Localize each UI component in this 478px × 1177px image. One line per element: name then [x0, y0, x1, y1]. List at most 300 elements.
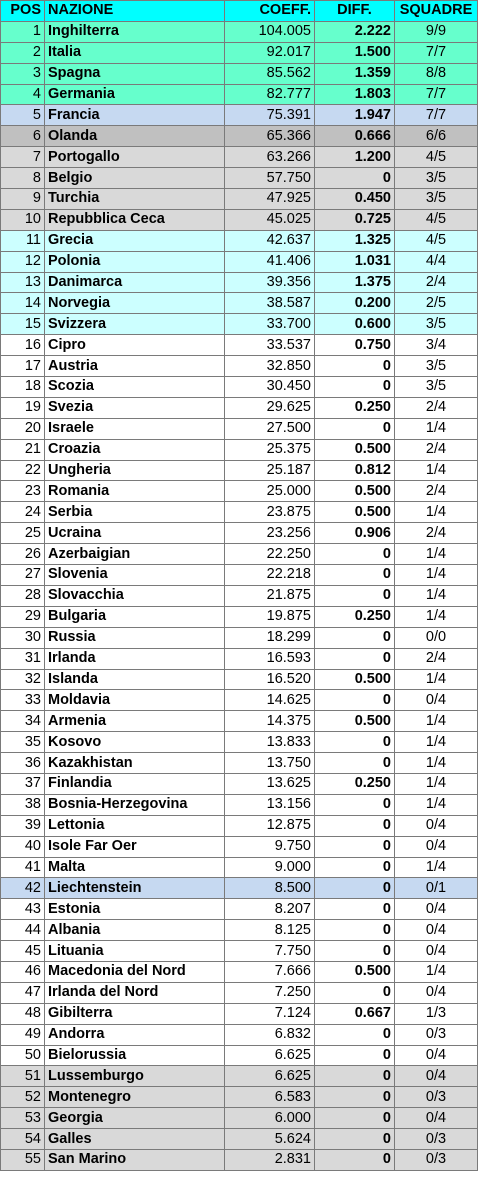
cell-pos: 29: [1, 606, 45, 627]
table-row: [1, 961, 478, 982]
cell-name: Andorra: [45, 1024, 225, 1045]
cell-coeff: 30.450: [225, 377, 315, 398]
cell-squadre: 9/9: [395, 21, 478, 42]
cell-pos: 41: [1, 857, 45, 878]
cell-pos: 30: [1, 627, 45, 648]
cell-name: Macedonia del Nord: [45, 961, 225, 982]
cell-diff: 0: [315, 1108, 395, 1129]
cell-pos: 23: [1, 481, 45, 502]
cell-coeff: 6.625: [225, 1045, 315, 1066]
cell-coeff: 13.625: [225, 773, 315, 794]
cell-squadre: 4/5: [395, 230, 478, 251]
cell-diff: 0: [315, 941, 395, 962]
cell-name: Bielorussia: [45, 1045, 225, 1066]
cell-pos: 4: [1, 84, 45, 105]
cell-diff: 0.250: [315, 773, 395, 794]
cell-name: Liechtenstein: [45, 878, 225, 899]
cell-name: Norvegia: [45, 293, 225, 314]
cell-diff: 0: [315, 544, 395, 565]
cell-squadre: 3/5: [395, 189, 478, 210]
cell-squadre: 0/3: [395, 1129, 478, 1150]
cell-coeff: 21.875: [225, 585, 315, 606]
cell-pos: 36: [1, 753, 45, 774]
cell-coeff: 29.625: [225, 397, 315, 418]
header-name: NAZIONE: [45, 1, 225, 22]
cell-name: Irlanda: [45, 648, 225, 669]
cell-coeff: 16.520: [225, 669, 315, 690]
cell-diff: 0.725: [315, 209, 395, 230]
cell-name: Svizzera: [45, 314, 225, 335]
cell-pos: 43: [1, 899, 45, 920]
cell-name: San Marino: [45, 1149, 225, 1170]
cell-squadre: 3/5: [395, 168, 478, 189]
cell-coeff: 9.750: [225, 836, 315, 857]
cell-name: Francia: [45, 105, 225, 126]
cell-diff: 1.947: [315, 105, 395, 126]
cell-name: Austria: [45, 356, 225, 377]
cell-squadre: 0/3: [395, 1024, 478, 1045]
cell-diff: 0: [315, 878, 395, 899]
cell-squadre: 1/4: [395, 669, 478, 690]
cell-name: Malta: [45, 857, 225, 878]
table-row: [1, 836, 478, 857]
cell-diff: 1.200: [315, 147, 395, 168]
cell-name: Ucraina: [45, 523, 225, 544]
cell-squadre: 1/4: [395, 753, 478, 774]
table-row: [1, 502, 478, 523]
cell-name: Grecia: [45, 230, 225, 251]
cell-name: Moldavia: [45, 690, 225, 711]
cell-name: Croazia: [45, 439, 225, 460]
cell-coeff: 82.777: [225, 84, 315, 105]
cell-coeff: 42.637: [225, 230, 315, 251]
ranking-rows: [1, 21, 478, 1170]
cell-pos: 27: [1, 565, 45, 586]
cell-diff: 0: [315, 1087, 395, 1108]
cell-pos: 18: [1, 377, 45, 398]
cell-squadre: 0/4: [395, 836, 478, 857]
cell-squadre: 0/3: [395, 1149, 478, 1170]
header-coeff: COEFF.: [225, 1, 315, 22]
table-row: [1, 920, 478, 941]
cell-squadre: 4/5: [395, 147, 478, 168]
cell-name: Georgia: [45, 1108, 225, 1129]
cell-diff: 0: [315, 377, 395, 398]
cell-diff: 0: [315, 565, 395, 586]
table-row: [1, 1149, 478, 1170]
cell-squadre: 0/3: [395, 1087, 478, 1108]
cell-coeff: 13.750: [225, 753, 315, 774]
cell-coeff: 32.850: [225, 356, 315, 377]
cell-diff: 0: [315, 690, 395, 711]
cell-squadre: 0/4: [395, 1066, 478, 1087]
table-row: [1, 1045, 478, 1066]
cell-diff: 0.906: [315, 523, 395, 544]
cell-diff: 0: [315, 585, 395, 606]
table-row: [1, 21, 478, 42]
cell-pos: 2: [1, 42, 45, 63]
cell-name: Russia: [45, 627, 225, 648]
cell-diff: 1.325: [315, 230, 395, 251]
cell-squadre: 0/4: [395, 899, 478, 920]
cell-name: Albania: [45, 920, 225, 941]
cell-coeff: 6.583: [225, 1087, 315, 1108]
cell-diff: 0: [315, 648, 395, 669]
cell-pos: 37: [1, 773, 45, 794]
cell-name: Cipro: [45, 335, 225, 356]
cell-pos: 51: [1, 1066, 45, 1087]
cell-coeff: 63.266: [225, 147, 315, 168]
cell-diff: 1.359: [315, 63, 395, 84]
cell-pos: 52: [1, 1087, 45, 1108]
cell-pos: 49: [1, 1024, 45, 1045]
cell-pos: 38: [1, 794, 45, 815]
cell-squadre: 0/4: [395, 982, 478, 1003]
cell-coeff: 19.875: [225, 606, 315, 627]
header-pos: POS: [1, 1, 45, 22]
cell-diff: 0.250: [315, 606, 395, 627]
cell-pos: 42: [1, 878, 45, 899]
cell-pos: 48: [1, 1003, 45, 1024]
cell-squadre: 0/0: [395, 627, 478, 648]
cell-coeff: 22.250: [225, 544, 315, 565]
cell-name: Inghilterra: [45, 21, 225, 42]
cell-squadre: 2/4: [395, 523, 478, 544]
table-row: [1, 1024, 478, 1045]
cell-diff: 0: [315, 836, 395, 857]
cell-coeff: 92.017: [225, 42, 315, 63]
cell-squadre: 0/1: [395, 878, 478, 899]
cell-pos: 40: [1, 836, 45, 857]
cell-diff: 0: [315, 815, 395, 836]
cell-coeff: 39.356: [225, 272, 315, 293]
cell-pos: 12: [1, 251, 45, 272]
cell-diff: 0.500: [315, 481, 395, 502]
table-row: [1, 377, 478, 398]
cell-pos: 3: [1, 63, 45, 84]
cell-coeff: 85.562: [225, 63, 315, 84]
cell-diff: 1.375: [315, 272, 395, 293]
cell-pos: 54: [1, 1129, 45, 1150]
cell-squadre: 6/6: [395, 126, 478, 147]
cell-diff: 0: [315, 627, 395, 648]
cell-squadre: 1/4: [395, 773, 478, 794]
cell-name: Kosovo: [45, 732, 225, 753]
cell-coeff: 16.593: [225, 648, 315, 669]
table-row: [1, 356, 478, 377]
cell-squadre: 0/4: [395, 941, 478, 962]
cell-coeff: 6.832: [225, 1024, 315, 1045]
cell-squadre: 3/5: [395, 377, 478, 398]
table-row: [1, 1087, 478, 1108]
cell-squadre: 1/4: [395, 732, 478, 753]
cell-diff: 0.200: [315, 293, 395, 314]
cell-squadre: 1/4: [395, 794, 478, 815]
cell-coeff: 6.000: [225, 1108, 315, 1129]
cell-coeff: 23.256: [225, 523, 315, 544]
table-row: [1, 189, 478, 210]
table-row: [1, 1066, 478, 1087]
cell-squadre: 0/4: [395, 815, 478, 836]
cell-name: Gibilterra: [45, 1003, 225, 1024]
cell-pos: 46: [1, 961, 45, 982]
cell-coeff: 2.831: [225, 1149, 315, 1170]
cell-pos: 24: [1, 502, 45, 523]
cell-diff: 1.031: [315, 251, 395, 272]
table-row: [1, 42, 478, 63]
cell-squadre: 1/4: [395, 585, 478, 606]
cell-squadre: 7/7: [395, 42, 478, 63]
cell-coeff: 7.666: [225, 961, 315, 982]
cell-coeff: 6.625: [225, 1066, 315, 1087]
cell-coeff: 13.833: [225, 732, 315, 753]
cell-pos: 20: [1, 418, 45, 439]
cell-coeff: 9.000: [225, 857, 315, 878]
cell-diff: 0: [315, 920, 395, 941]
cell-squadre: 1/4: [395, 502, 478, 523]
cell-squadre: 2/5: [395, 293, 478, 314]
cell-name: Italia: [45, 42, 225, 63]
table-row: [1, 732, 478, 753]
cell-coeff: 65.366: [225, 126, 315, 147]
cell-squadre: 2/4: [395, 397, 478, 418]
table-row: [1, 690, 478, 711]
cell-diff: 0: [315, 732, 395, 753]
table-row: [1, 565, 478, 586]
table-row: [1, 1003, 478, 1024]
cell-coeff: 8.500: [225, 878, 315, 899]
cell-diff: 0.667: [315, 1003, 395, 1024]
table-row: [1, 648, 478, 669]
table-row: [1, 669, 478, 690]
cell-coeff: 38.587: [225, 293, 315, 314]
cell-diff: 0.450: [315, 189, 395, 210]
cell-diff: 1.500: [315, 42, 395, 63]
table-row: [1, 418, 478, 439]
cell-coeff: 27.500: [225, 418, 315, 439]
cell-name: Ungheria: [45, 460, 225, 481]
cell-squadre: 2/4: [395, 481, 478, 502]
cell-pos: 22: [1, 460, 45, 481]
cell-name: Armenia: [45, 711, 225, 732]
cell-diff: 0: [315, 356, 395, 377]
cell-pos: 17: [1, 356, 45, 377]
cell-name: Islanda: [45, 669, 225, 690]
cell-pos: 47: [1, 982, 45, 1003]
cell-coeff: 18.299: [225, 627, 315, 648]
cell-diff: 0.250: [315, 397, 395, 418]
cell-pos: 25: [1, 523, 45, 544]
cell-squadre: 1/4: [395, 961, 478, 982]
cell-diff: 0.500: [315, 439, 395, 460]
cell-squadre: 1/4: [395, 565, 478, 586]
cell-coeff: 22.218: [225, 565, 315, 586]
cell-name: Galles: [45, 1129, 225, 1150]
cell-pos: 55: [1, 1149, 45, 1170]
cell-coeff: 7.124: [225, 1003, 315, 1024]
table-row: [1, 439, 478, 460]
cell-pos: 15: [1, 314, 45, 335]
cell-name: Lettonia: [45, 815, 225, 836]
cell-squadre: 7/7: [395, 105, 478, 126]
cell-squadre: 2/4: [395, 648, 478, 669]
table-row: [1, 544, 478, 565]
cell-pos: 11: [1, 230, 45, 251]
cell-coeff: 8.207: [225, 899, 315, 920]
cell-name: Slovenia: [45, 565, 225, 586]
cell-coeff: 23.875: [225, 502, 315, 523]
cell-name: Lussemburgo: [45, 1066, 225, 1087]
table-row: [1, 63, 478, 84]
cell-name: Romania: [45, 481, 225, 502]
cell-coeff: 7.750: [225, 941, 315, 962]
cell-pos: 50: [1, 1045, 45, 1066]
cell-diff: 1.803: [315, 84, 395, 105]
cell-coeff: 13.156: [225, 794, 315, 815]
cell-name: Isole Far Oer: [45, 836, 225, 857]
table-row: [1, 335, 478, 356]
cell-coeff: 7.250: [225, 982, 315, 1003]
cell-pos: 1: [1, 21, 45, 42]
cell-coeff: 104.005: [225, 21, 315, 42]
cell-squadre: 0/4: [395, 1108, 478, 1129]
cell-name: Bosnia-Herzegovina: [45, 794, 225, 815]
cell-name: Spagna: [45, 63, 225, 84]
table-row: [1, 147, 478, 168]
cell-squadre: 8/8: [395, 63, 478, 84]
cell-coeff: 41.406: [225, 251, 315, 272]
table-row: [1, 126, 478, 147]
cell-name: Scozia: [45, 377, 225, 398]
table-row: [1, 230, 478, 251]
cell-name: Repubblica Ceca: [45, 209, 225, 230]
table-row: [1, 606, 478, 627]
cell-squadre: 2/4: [395, 439, 478, 460]
cell-coeff: 45.025: [225, 209, 315, 230]
cell-coeff: 25.375: [225, 439, 315, 460]
cell-name: Estonia: [45, 899, 225, 920]
table-row: [1, 460, 478, 481]
table-row: [1, 1108, 478, 1129]
cell-coeff: 12.875: [225, 815, 315, 836]
cell-squadre: 1/4: [395, 460, 478, 481]
table-row: [1, 899, 478, 920]
table-row: [1, 314, 478, 335]
cell-squadre: 3/4: [395, 335, 478, 356]
table-row: [1, 397, 478, 418]
cell-diff: 0.666: [315, 126, 395, 147]
cell-pos: 8: [1, 168, 45, 189]
cell-squadre: 1/4: [395, 711, 478, 732]
cell-coeff: 47.925: [225, 189, 315, 210]
cell-pos: 7: [1, 147, 45, 168]
cell-squadre: 3/5: [395, 356, 478, 377]
table-row: [1, 941, 478, 962]
cell-coeff: 25.000: [225, 481, 315, 502]
header-squadre: SQUADRE: [395, 1, 478, 22]
table-row: [1, 293, 478, 314]
cell-pos: 33: [1, 690, 45, 711]
cell-coeff: 33.537: [225, 335, 315, 356]
cell-squadre: 1/4: [395, 418, 478, 439]
table-row: [1, 585, 478, 606]
cell-pos: 35: [1, 732, 45, 753]
cell-pos: 16: [1, 335, 45, 356]
cell-name: Serbia: [45, 502, 225, 523]
table-row: [1, 857, 478, 878]
cell-diff: 0: [315, 1129, 395, 1150]
cell-pos: 9: [1, 189, 45, 210]
cell-pos: 5: [1, 105, 45, 126]
table-row: [1, 84, 478, 105]
cell-pos: 14: [1, 293, 45, 314]
table-row: [1, 251, 478, 272]
cell-pos: 32: [1, 669, 45, 690]
cell-diff: 0: [315, 857, 395, 878]
cell-diff: 0: [315, 1024, 395, 1045]
cell-pos: 44: [1, 920, 45, 941]
cell-diff: 0: [315, 418, 395, 439]
table-row: [1, 982, 478, 1003]
cell-coeff: 33.700: [225, 314, 315, 335]
cell-name: Turchia: [45, 189, 225, 210]
table-row: [1, 523, 478, 544]
cell-diff: 0: [315, 1045, 395, 1066]
cell-coeff: 75.391: [225, 105, 315, 126]
cell-name: Montenegro: [45, 1087, 225, 1108]
cell-name: Israele: [45, 418, 225, 439]
cell-name: Polonia: [45, 251, 225, 272]
cell-name: Svezia: [45, 397, 225, 418]
cell-diff: 0: [315, 1066, 395, 1087]
cell-name: Finlandia: [45, 773, 225, 794]
cell-pos: 13: [1, 272, 45, 293]
cell-coeff: 25.187: [225, 460, 315, 481]
cell-name: Irlanda del Nord: [45, 982, 225, 1003]
cell-name: Bulgaria: [45, 606, 225, 627]
table-row: [1, 815, 478, 836]
cell-diff: 0: [315, 982, 395, 1003]
cell-squadre: 1/3: [395, 1003, 478, 1024]
table-row: [1, 627, 478, 648]
cell-coeff: 57.750: [225, 168, 315, 189]
cell-name: Germania: [45, 84, 225, 105]
cell-squadre: 0/4: [395, 690, 478, 711]
table-row: [1, 209, 478, 230]
cell-diff: 0: [315, 899, 395, 920]
table-row: [1, 773, 478, 794]
cell-name: Azerbaigian: [45, 544, 225, 565]
cell-diff: 0.600: [315, 314, 395, 335]
cell-pos: 26: [1, 544, 45, 565]
cell-pos: 34: [1, 711, 45, 732]
header-diff: DIFF.: [315, 1, 395, 22]
cell-squadre: 0/4: [395, 920, 478, 941]
cell-name: Danimarca: [45, 272, 225, 293]
table-row: [1, 753, 478, 774]
table-row: [1, 481, 478, 502]
table-row: [1, 272, 478, 293]
cell-squadre: 1/4: [395, 857, 478, 878]
cell-diff: 0.500: [315, 961, 395, 982]
cell-pos: 21: [1, 439, 45, 460]
cell-pos: 6: [1, 126, 45, 147]
cell-diff: 0.500: [315, 711, 395, 732]
cell-diff: 0.750: [315, 335, 395, 356]
cell-pos: 28: [1, 585, 45, 606]
cell-name: Lituania: [45, 941, 225, 962]
cell-pos: 19: [1, 397, 45, 418]
